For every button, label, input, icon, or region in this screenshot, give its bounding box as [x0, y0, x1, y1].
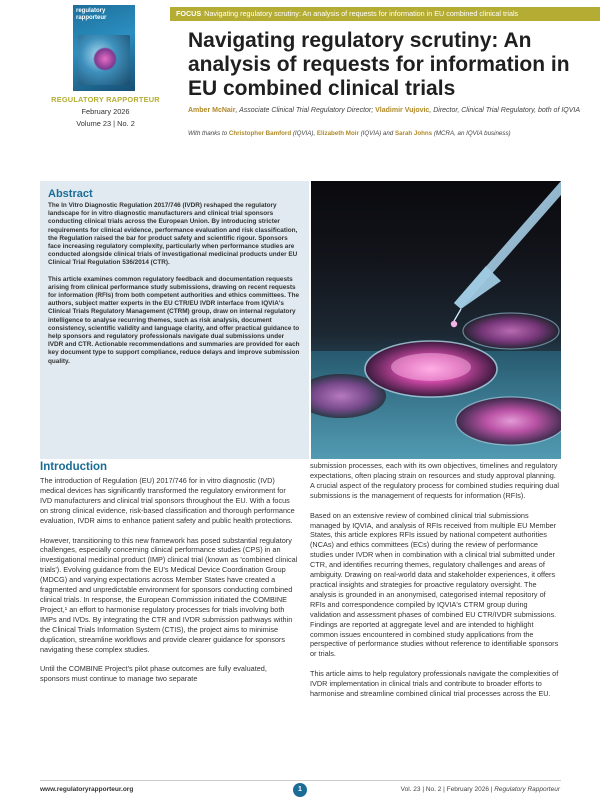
thanks-name[interactable]: Elizabeth Moir: [316, 130, 359, 137]
focus-header-bar: [170, 7, 600, 21]
body-paragraph: submission processes, each with its own objectives, timelines and regulatory expectations, often placing strain on resources and study approval planning. A crucial aspect of the regulatory process for combined studies requiring dual submissions is the management of requests for information (RFIs).: [310, 461, 560, 500]
pipette-petri-illustration: [311, 181, 561, 459]
footer-divider: [40, 780, 561, 781]
introduction-column-1: [40, 461, 298, 694]
publication-info: [38, 95, 173, 128]
footer-journal-title: Regulatory Rapporteur: [494, 786, 560, 793]
author-role: , Director, Clinical Trial Regulatory, both of IQVIA: [429, 107, 581, 114]
thanks-text: (IQVIA) and: [358, 130, 395, 137]
body-paragraph: Based on an extensive review of combined clinical trial submissions managed by IQVIA, and analysis of RFIs received from multiple EU Member States, this article explores RFIs issued by national competent authorities (NCAs) and ethics committees (ECs) during the review of performance studies under IVDR when in combination with a clinical trial submitted under CTR, and identifies recurring themes, regulatory challenges and areas of ambiguity. Drawing on real-world data and stakeholder experiences, it offers practical insights and strategies for proactive regulatory oversight. The analysis is grounded in an anonymised, categorised internal repository of RFIs and correspondence compiled by IQVIA's CTRM group during validation and assessment phases of combined EU CTR/IVDR submissions. Findings are reported at aggregate level and are intended to highlight common issues encountered in combined study applications from the perspective of performance studies without reference to identifiable sponsors or trials.: [310, 510, 559, 659]
author-role: , Associate Clinical Trial Regulatory Director;: [235, 107, 376, 114]
abstract-paragraph: The In Vitro Diagnostic Regulation 2017/746 (IVDR) reshaped the regulatory landscape for in vitro diagnostic manufacturers and clinical trial sponsors conducting clinical trials across the European Union. By introducing stricter requirements for clinical evidence, performance evaluation and risk classification, the Regulation raised the bar for product safety and scientific rigour. Sponsors face increasing regulatory complexity, particularly when performance studies are conducted alongside clinical trials of investigational medicinal products under EU Clinical Trial Regulation 536/2014 (CTR).: [48, 202, 298, 267]
cover-masthead: regulatory rapporteur: [76, 8, 107, 21]
footer-issue-details: Vol. 23 | No. 2 | February 2026 |: [400, 786, 495, 793]
introduction-column-2: [310, 461, 560, 709]
author-name[interactable]: Vladimir Vujovic: [375, 107, 430, 114]
thanks-name[interactable]: Christopher Bamford: [228, 130, 292, 137]
footer-website-link[interactable]: www.regulatoryrapporteur.org: [40, 786, 134, 793]
focus-running-title: Navigating regulatory scrutiny: An analysis of requests for information in EU combined clinical trials: [204, 9, 519, 18]
thanks-text: With thanks to: [188, 130, 229, 137]
article-title: Navigating regulatory scrutiny: An analysis of requests for information in EU combined clinical trials: [188, 29, 570, 100]
thanks-name[interactable]: Sarah Johns: [394, 130, 433, 137]
body-paragraph: This article aims to help regulatory professionals navigate the complexities of IVDR implementation in clinical trials and contribute to broader efforts to harmonise and streamline combined clinical trial processes across the EU.: [310, 669, 559, 699]
publication-name: REGULATORY RAPPORTEUR: [51, 95, 160, 104]
cover-photo-highlight: [93, 47, 117, 71]
acknowledgements: [188, 129, 588, 138]
introduction-heading: Introduction: [40, 461, 108, 473]
footer-issue-info: [401, 786, 560, 793]
liquid-droplet: [451, 321, 457, 327]
publication-date: February 2026: [81, 107, 130, 116]
body-paragraph: However, transitioning to this new framework has posed substantial regulatory challenges, especially concerning clinical performance studies (CPS) in an investigational medicinal product (IMP) clinical trial (known as 'combined clinical trials'). Evolving guidance from the EU's Medical Device Coordination Group (MDCG) and varying expectations across Member States have created a fragmented and unpredictable environment for sponsors conducting combined clinical trials. In response, the European Commission initiated the COMBINE Project,¹ an effort to harmonise regulatory processes for trials involving both IMPs and IVDs. By integrating the CTR and IVDR submission pathways within the Clinical Trials Information System (CTIS), the project aims to minimise duplication, streamline workflows and provide clearer guidance for sponsors navigating these complex studies.: [40, 535, 298, 654]
author-name[interactable]: Amber McNair: [188, 107, 236, 114]
publication-volume: Volume 23 | No. 2: [76, 119, 135, 128]
body-paragraph: Until the COMBINE Project's pilot phase outcomes are fully evaluated, sponsors must continue to manage two separate: [40, 664, 267, 684]
abstract-box: [40, 181, 309, 459]
abstract-paragraph: This article examines common regulatory feedback and documentation requests arising from clinical performance study submissions, drawing on recent requests for information (RFIs) from both competent authorities and ethics committees. The authors, subject matter experts in the EU CTR/EU IVDR interface from IQVIA's Clinical Trials Regulatory Management (CTRM) group, draw on internal regulatory intelligence to analyse recurring themes, such as risk analysis, document consistency, scientific validity and language clarity, and offer practical guidance to help sponsors and regulatory professionals navigate dual submissions under IVDR and CTR. Actionable recommendations and summaries are provided for each key document type to support compliance, reduce delays and improve submission quality.: [48, 275, 300, 365]
hero-image-lab-pipette: [311, 181, 561, 459]
focus-tag: FOCUS: [176, 9, 202, 18]
article-authors: [188, 106, 583, 116]
thanks-text: (IQVIA),: [291, 130, 317, 137]
page-number-badge: 1: [293, 783, 307, 797]
body-paragraph: The introduction of Regulation (EU) 2017/746 for in vitro diagnostic (IVD) medical devices has significantly transformed the regulatory environment for IVD manufacturers and clinical trial sponsors throughout the EU. With a focus on strong clinical evidence, risk-based classification and thorough performance evaluation, IVDR aims to enhance patient safety and public health protections.: [40, 476, 295, 525]
thanks-text: (MCRA, an IQVIA business): [432, 130, 511, 137]
abstract-heading: Abstract: [48, 188, 93, 200]
journal-cover-thumbnail[interactable]: [73, 5, 135, 91]
